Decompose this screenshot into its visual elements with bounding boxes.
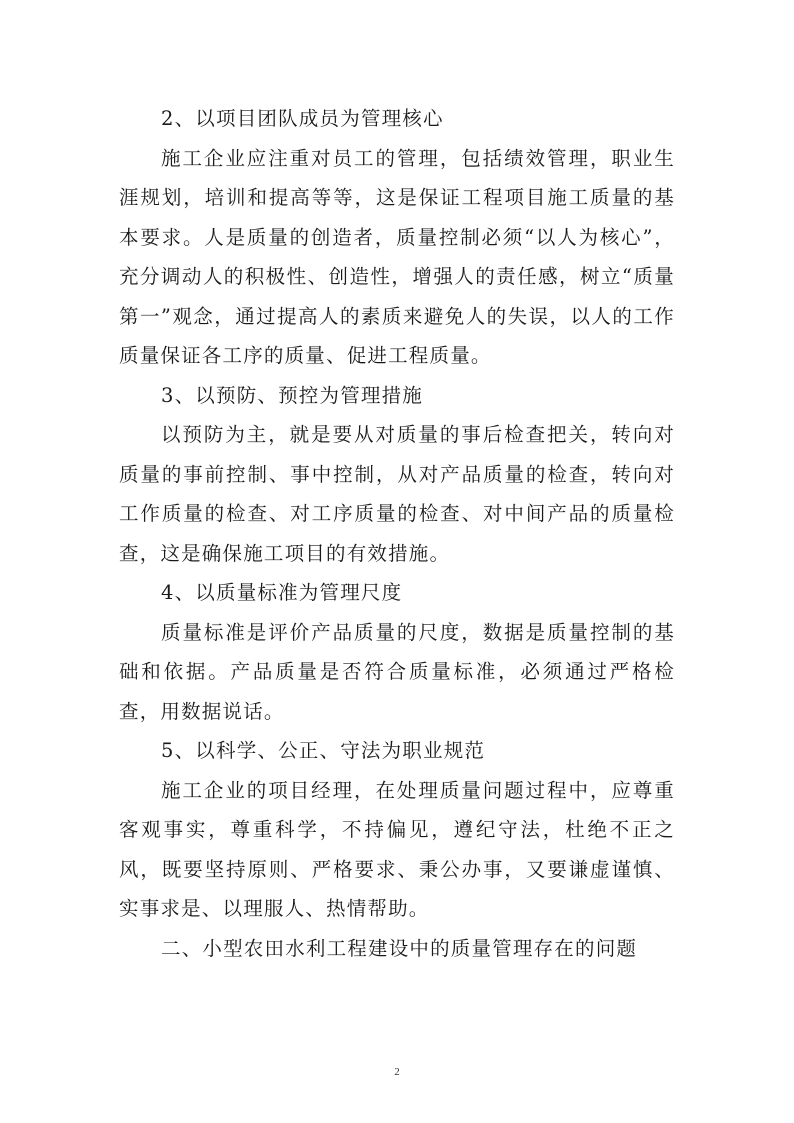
section-heading: 3、以预防、预控为管理措施 <box>161 383 424 407</box>
body-paragraph: 以预防为主，就是要从对质量的事后检查把关，转向对质量的事前控制、事中控制，从对产品质量的检查，转向对工作质量的检查、对工序质量的检查、对中间产品的质量检查，这是确保施工项目的有效措施。 <box>119 423 675 565</box>
section-heading: 5、以科学、公正、守法为职业规范 <box>161 739 486 762</box>
body-paragraph: 质量标准是评价产品质量的尺度，数据是质量控制的基础和依据。产品质量是否符合质量标准，必须通过严格检查，用数据说话。 <box>119 620 675 723</box>
document-body <box>119 99 675 968</box>
section-heading: 2、以项目团队成员为管理核心 <box>161 107 444 130</box>
body-paragraph: 施工企业的项目经理，在处理质量问题过程中，应尊重客观事实，尊重科学，不持偏见，遵纪守法，杜绝不正之风，既要坚持原则、严格要求、秉公办事，又要谦虚谨慎、实事求是、以理服人、热情帮助。 <box>119 778 675 920</box>
section-heading: 4、以质量标准为管理尺度 <box>161 581 403 604</box>
chapter-heading: 二、小型农田水利工程建设中的质量管理存在的问题 <box>161 936 638 960</box>
body-paragraph: 施工企业应注重对员工的管理，包括绩效管理，职业生涯规划，培训和提高等等，这是保证工程项目施工质量的基本要求。人是质量的创造者，质量控制必须“以人为核心”，充分调动人的积极性、创造性，增强人的责任感，树立“质量第一”观念，通过提高人的素质来避免人的失误，以人的工作质量保证各工序的质量、促进工程质量。 <box>119 146 675 367</box>
page-number: 2 <box>394 1066 400 1078</box>
